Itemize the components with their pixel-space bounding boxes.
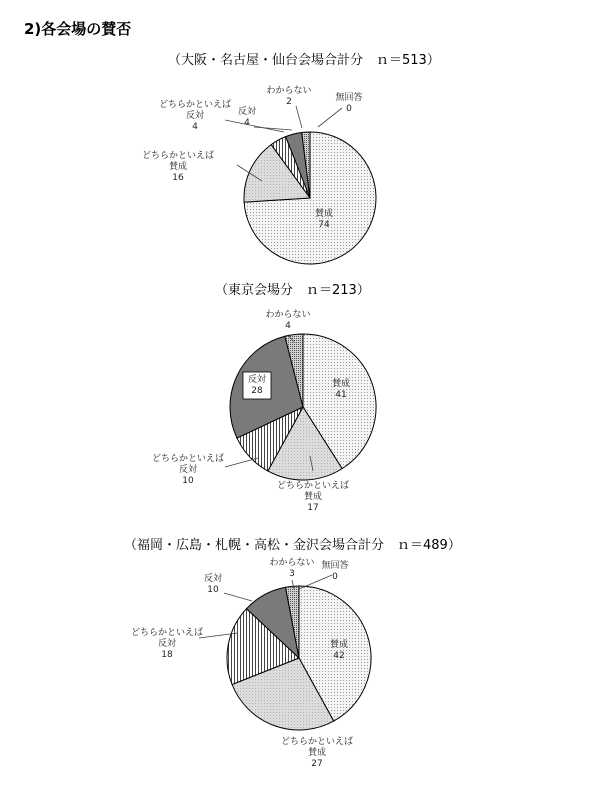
page-heading: 2)各会場の賛否	[24, 20, 132, 38]
slice-label-3: どちらかといえば反対 18	[130, 628, 204, 660]
slice-label-2: どちらかといえば賛成 27	[280, 737, 354, 769]
pie-chart-2	[0, 298, 600, 518]
slice-label-6: 無回答 0	[335, 93, 363, 114]
slice-label-4: 反対 28	[247, 375, 267, 396]
leader-line	[225, 120, 284, 132]
slice-label-2: どちらかといえば賛成 16	[141, 151, 215, 183]
slice-label-3: どちらかといえば反対 10	[151, 454, 225, 486]
slice-label-5: わからない 2	[266, 86, 312, 107]
slice-label-2: どちらかといえば賛成 17	[276, 481, 350, 513]
pie-chart-1	[0, 70, 600, 270]
leader-line	[299, 575, 332, 589]
leader-line	[296, 106, 302, 128]
slice-label-1: 賛成 74	[314, 209, 334, 230]
slice-label-5: わからない 3	[269, 558, 315, 579]
slice-label-4: 反対 10	[203, 574, 223, 595]
pie-chart-3	[0, 553, 600, 783]
slice-label-1: 賛成 41	[331, 379, 351, 400]
slice-label-3: どちらかといえば反対 4	[158, 100, 232, 132]
leader-line	[224, 593, 252, 601]
slice-label-6: 無回答 0	[321, 561, 349, 582]
slice-label-4: 反対 4	[237, 107, 257, 128]
leader-line	[225, 458, 258, 467]
chart-title-2: （東京会場分 ｎ＝213）	[215, 283, 370, 298]
slice-label-1: 賛成 42	[329, 640, 349, 661]
slice-label-5: わからない 4	[265, 310, 311, 331]
chart-title-1: （大阪・名古屋・仙台会場合計分 ｎ＝513）	[168, 53, 440, 68]
leader-line	[318, 108, 342, 127]
chart-title-3: （福岡・広島・札幌・高松・金沢会場合計分 ｎ＝489）	[124, 538, 461, 553]
